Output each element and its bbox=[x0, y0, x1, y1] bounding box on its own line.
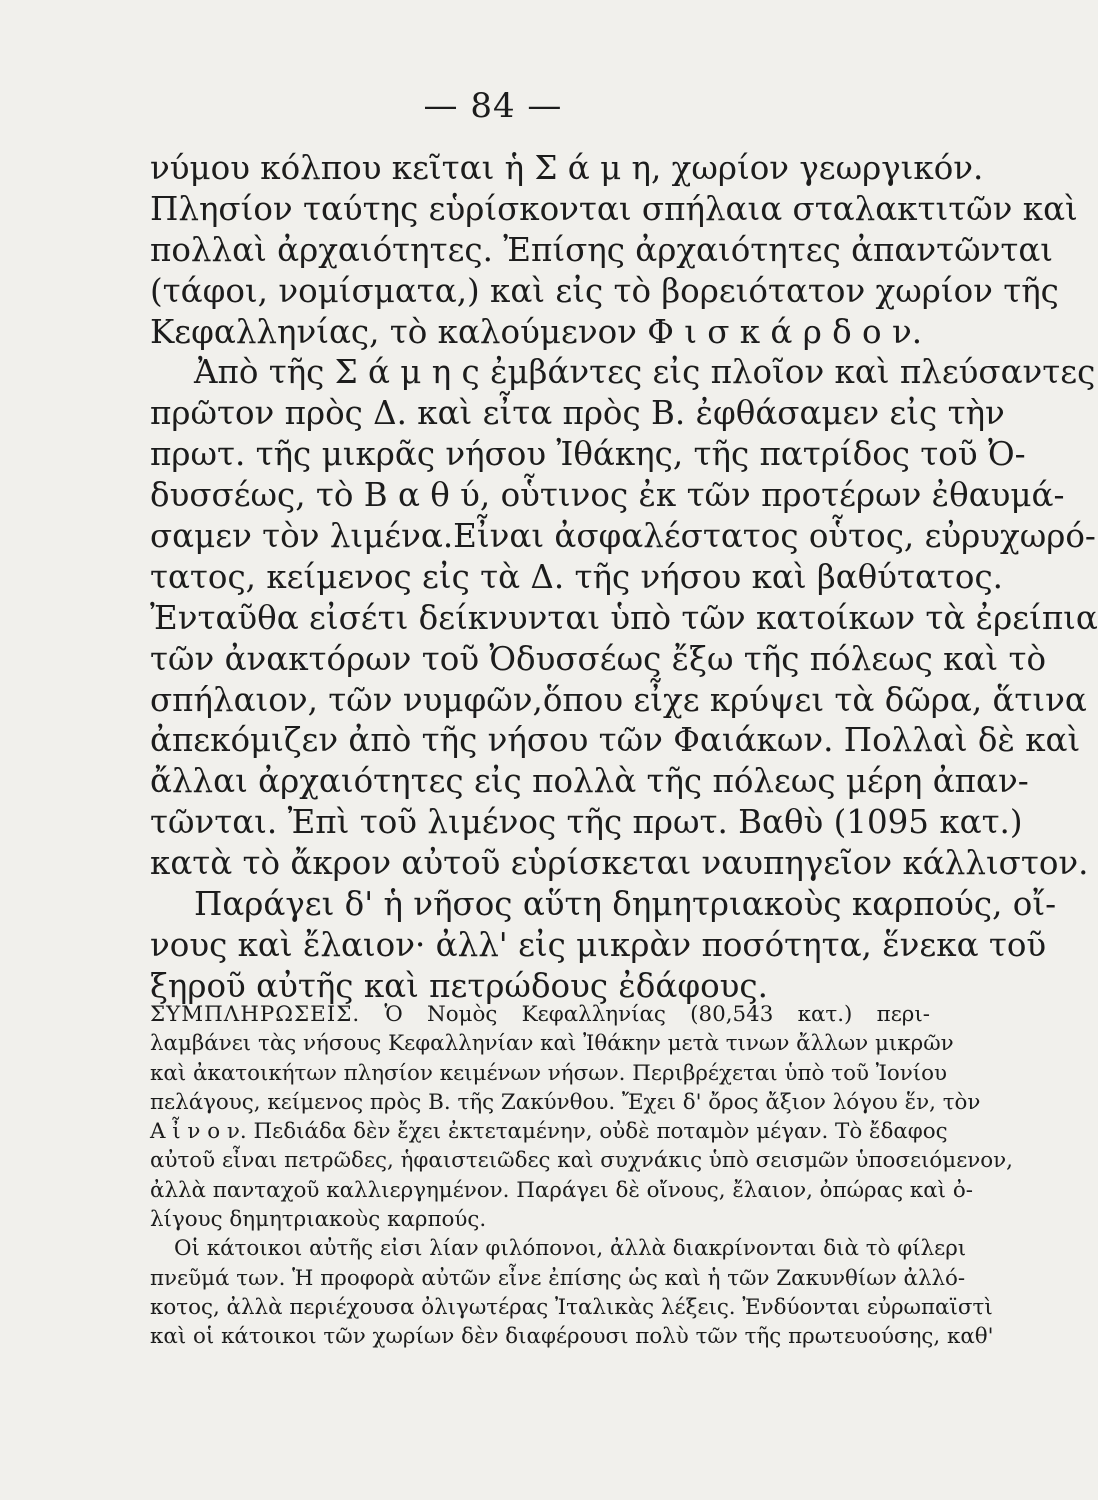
note-line: ἀλλὰ πανταχοῦ καλλιεργημένον. Παράγει δὲ οἴνους, ἔλαιον, ὀπώρας καὶ ὀ- bbox=[150, 1177, 973, 1203]
text-line: πολλαὶ ἀρχαιότητες. Ἐπίσης ἀρχαιότητες ἀπαντῶνται bbox=[150, 230, 1054, 269]
text-line: Παράγει δ' ἡ νῆσος αὕτη δημητριακοὺς καρπούς, οἴ- bbox=[194, 885, 1057, 924]
note-line: πελάγους, κείμενος πρὸς Β. τῆς Ζακύνθου. Ἔχει δ' ὄρος ἄξιον λόγου ἕν, τὸν bbox=[150, 1089, 981, 1115]
note-line-text: Ὁ Νομὸς Κεφαλληνίας (80,543 κατ.) περι- bbox=[384, 1002, 930, 1027]
note-line: κοτος, ἀλλὰ περιέχουσα ὀλιγωτέρας Ἰταλικὰς λέξεις. Ἐνδύονται εὐρωπαϊστὶ bbox=[150, 1294, 993, 1320]
text-line: ξηροῦ αὐτῆς καὶ πετρώδους ἐδάφους. bbox=[150, 966, 768, 1005]
text-line: κατὰ τὸ ἄκρον αὐτοῦ εὑρίσκεται ναυπηγεῖον κάλλιστον. bbox=[150, 844, 1089, 883]
text-line: πρωτ. τῆς μικρᾶς νήσου Ἰθάκης, τῆς πατρίδος τοῦ Ὀ- bbox=[150, 435, 1026, 474]
text-line: νύμου κόλπου κεῖται ἡ Σ ά μ η, χωρίον γεωργικόν. bbox=[150, 149, 984, 187]
supplements-heading: ΣΥΜΠΛΗΡΩΣΕΙΣ. bbox=[150, 1002, 361, 1027]
text-line: ἄλλαι ἀρχαιότητες εἰς πολλὰ τῆς πόλεως μέρη ἀπαν- bbox=[150, 762, 1029, 801]
text-line: πρῶτον πρὸς Δ. καὶ εἶτα πρὸς Β. ἐφθάσαμεν εἰς τὴν bbox=[150, 394, 1005, 433]
note-line: αὐτοῦ εἶναι πετρῶδες, ἡφαιστειῶδες καὶ συχνάκις ὑπὸ σεισμῶν ὑποσειόμενον, bbox=[150, 1148, 1013, 1174]
text-line: τῶνται. Ἐπὶ τοῦ λιμένος τῆς πρωτ. Βαθὺ (1095 κατ.) bbox=[150, 803, 1023, 842]
page-number: — 84 — bbox=[423, 86, 563, 126]
text-line: Κεφαλληνίας, τὸ καλούμενον Φ ι σ κ ά ρ δ ο ν. bbox=[150, 312, 923, 351]
note-line: λαμβάνει τὰς νήσους Κεφαλληνίαν καὶ Ἰθάκην μετὰ τινων ἄλλων μικρῶν bbox=[150, 1031, 954, 1057]
text-line: σαμεν τὸν λιμένα.Εἶναι ἀσφαλέστατος οὗτος, εὐρυχωρό- bbox=[150, 517, 1096, 556]
note-line: λίγους δημητριακοὺς καρπούς. bbox=[150, 1207, 487, 1233]
text-line: νους καὶ ἔλαιον· ἀλλ' εἰς μικρὰν ποσότητα, ἕνεκα τοῦ bbox=[150, 925, 1047, 964]
text-line: ἀπεκόμιζεν ἀπὸ τῆς νήσου τῶν Φαιάκων. Πολλαὶ δὲ καὶ bbox=[150, 721, 1081, 760]
note-line: Α ἶ ν ο ν. Πεδιάδα δὲν ἔχει ἐκτεταμένην, οὐδὲ ποταμὸν μέγαν. Τὸ ἔδαφος bbox=[150, 1119, 948, 1145]
text-line: τατος, κείμενος εἰς τὰ Δ. τῆς νήσου καὶ βαθύτατος. bbox=[150, 557, 1003, 596]
note-line: Οἱ κάτοικοι αὐτῆς εἰσι λίαν φιλόπονοι, ἀλλὰ διακρίνονται διὰ τὸ φίλερι bbox=[174, 1236, 967, 1262]
text-line: Πλησίον ταύτης εὑρίσκονται σπήλαια σταλακτιτῶν καὶ bbox=[150, 189, 1078, 228]
text-line: Ἐνταῦθα εἰσέτι δείκνυνται ὑπὸ τῶν κατοίκων τὰ ἐρείπια bbox=[150, 598, 1098, 637]
text-line: Ἀπὸ τῆς Σ ά μ η ς ἐμβάντες εἰς πλοῖον καὶ πλεύσαντες bbox=[194, 353, 1096, 392]
text-line: (τάφοι, νομίσματα,) καὶ εἰς τὸ βορειότατον χωρίον τῆς bbox=[150, 271, 1059, 310]
text-line: τῶν ἀνακτόρων τοῦ Ὀδυσσέως ἔξω τῆς πόλεως καὶ τὸ bbox=[150, 639, 1047, 678]
main-text bbox=[150, 148, 1098, 1007]
text-line: δυσσέως, τὸ Β α θ ύ, οὗτινος ἐκ τῶν προτέρων ἐθαυμά- bbox=[150, 476, 1065, 515]
note-line: καὶ οἱ κάτοικοι τῶν χωρίων δὲν διαφέρουσι πολὺ τῶν τῆς πρωτευούσης, καθ' bbox=[150, 1324, 994, 1350]
supplements-section bbox=[150, 1000, 1013, 1352]
text-line: σπήλαιον, τῶν νυμφῶν,ὅπου εἶχε κρύψει τὰ δῶρα, ἅτινα bbox=[150, 680, 1087, 719]
note-line bbox=[150, 1000, 930, 1029]
note-line: πνεῦμά των. Ἡ προφορὰ αὐτῶν εἶνε ἐπίσης ὡς καὶ ἡ τῶν Ζακυνθίων ἀλλό- bbox=[150, 1265, 966, 1291]
note-line: καὶ ἀκατοικήτων πλησίον κειμένων νήσων. Περιβρέχεται ὑπὸ τοῦ Ἰονίου bbox=[150, 1060, 948, 1086]
